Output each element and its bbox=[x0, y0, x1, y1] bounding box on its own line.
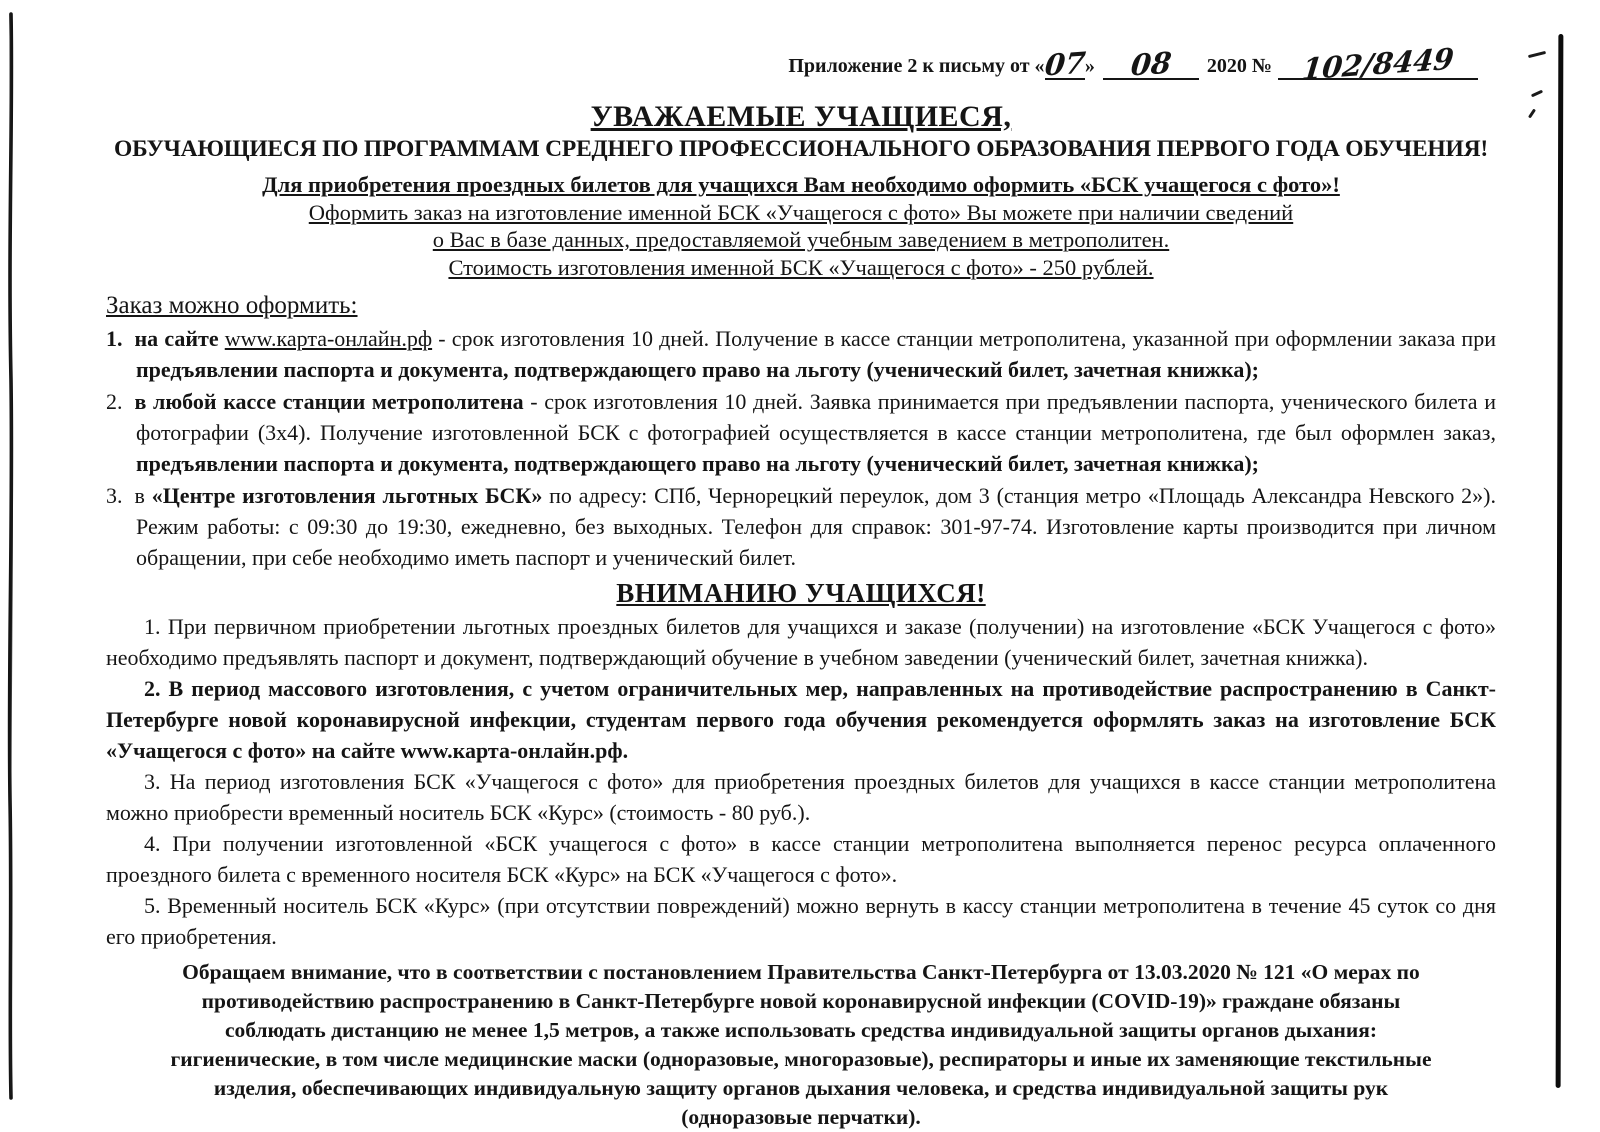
attention-paragraph-4: 4. При получении изготовленной «БСК учащегося с фото» в кассе станции метрополитена выполняется перенос ресурса оплаченного проездного билета с временного носителя БСК «Курс» на БСК «Учащегося с фото». bbox=[106, 831, 1496, 887]
text-run: на сайте bbox=[134, 326, 225, 351]
intro-block bbox=[106, 171, 1496, 281]
intro-line: Стоимость изготовления именной БСК «Учащегося с фото» - 250 рублей. bbox=[448, 254, 1154, 280]
handwritten-month: 08 bbox=[1103, 54, 1199, 80]
handwritten-mark bbox=[1528, 109, 1536, 119]
text-run: по адресу: СПб, Чернорецкий переулок, дом 3 (станция метро «Площадь Александра Невского 2»). Режим работы: с 09:30 до 19:30, ежедневно, без выходных. Телефон для справок: 301-97-74. Изготовление карты производится при личном обращении, при себе необходимо иметь паспорт и ученический билет. bbox=[136, 483, 1496, 570]
list-number: 3. bbox=[106, 483, 123, 508]
list-item-bsk-center bbox=[106, 480, 1496, 573]
appendix-label: Приложение 2 к письму от « bbox=[788, 55, 1045, 77]
handwritten-day: 07 bbox=[1042, 45, 1087, 83]
close-quote: » bbox=[1084, 55, 1095, 77]
appendix-reference-line bbox=[106, 41, 1496, 100]
handwritten-mark bbox=[1528, 51, 1546, 58]
text-run: в bbox=[134, 483, 152, 508]
document-title: УВАЖАЕМЫЕ УЧАЩИЕСЯ, bbox=[590, 100, 1012, 133]
intro-line: Оформить заказ на изготовление именной БСК «Учащегося с фото» Вы можете при наличии сведений bbox=[308, 199, 1294, 225]
website-link: www.карта-онлайн.рф bbox=[224, 326, 433, 351]
covid-notice-paragraph: Обращаем внимание, что в соответствии с постановлением Правительства Санкт-Петербурга от 13.03.2020 № 121 «О мерах по противодействию распространению в Санкт-Петербурге новой коронавирусной инфекции (COVID-19)» граждане обязаны соблюдать дистанцию не менее 1,5 метров, а также использовать средства индивидуальной защиты органов дыхания: гигиенические, в том числе медицинские маски (одноразовые, многоразовые), респираторы и иные их заменяющие текстильные изделия, обеспечивающих индивидуальную защиту органов дыхания человека, и средства индивидуальной защиты рук (одноразовые перчатки). bbox=[170, 960, 1432, 1129]
attention-paragraph-3: 3. На период изготовления БСК «Учащегося с фото» для приобретения проездных билетов для учащихся в кассе станции метрополитена можно приобрести временный носитель БСК «Курс» (стоимость - 80 руб.). bbox=[106, 769, 1496, 825]
text-run: - срок изготовления 10 дней. Заявка принимается при предъявлении паспорта, ученического билета и фотографии (3х4). Получение изготовленной БСК с фотографией осуществляется в кассе станции метрополитена, где был оформлен заказ, bbox=[136, 389, 1496, 445]
document-page bbox=[106, 41, 1496, 1132]
scan-artifact-right-edge bbox=[1556, 34, 1564, 1088]
handwritten-mark bbox=[1531, 90, 1543, 98]
text-run: в любой кассе станции метрополитена bbox=[134, 389, 524, 414]
text-run: - срок изготовления 10 дней. Получение в кассе станции метрополитена, указанной при оформлении заказа при bbox=[432, 326, 1496, 351]
text-run: предъявлении паспорта и документа, подтверждающего право на льготу (ученический билет, зачетная книжка); bbox=[136, 451, 1259, 476]
year-number-label: 2020 № bbox=[1206, 55, 1272, 77]
intro-line: о Вас в базе данных, предоставляемой учебным заведением в метрополитен. bbox=[432, 227, 1170, 252]
text-run: предъявлении паспорта и документа, подтверждающего право на льготу (ученический билет, зачетная книжка); bbox=[136, 357, 1259, 382]
list-number: 2. bbox=[106, 389, 123, 414]
order-options-list bbox=[106, 323, 1496, 573]
intro-line: Для приобретения проездных билетов для учащихся Вам необходимо оформить «БСК учащегося с фото»! bbox=[262, 172, 1340, 197]
order-options-heading: Заказ можно оформить: bbox=[106, 292, 358, 319]
attention-paragraph-2: 2. В период массового изготовления, с учетом ограничительных мер, направленных на противодействие распространению в Санкт-Петербурге новой коронавирусной инфекции, студентам первого года обучения рекомендуется оформлять заказ на изготовление БСК «Учащегося с фото» на сайте www.карта-онлайн.рф. bbox=[106, 676, 1496, 763]
scan-artifact-left-edge bbox=[0, 0, 22, 1131]
list-item-metro-cashdesk bbox=[106, 386, 1496, 479]
list-number: 1. bbox=[106, 326, 123, 351]
attention-block bbox=[106, 611, 1496, 952]
attention-paragraph-5: 5. Временный носитель БСК «Курс» (при отсутствии повреждений) можно вернуть в кассу станции метрополитена в течение 45 суток со дня его приобретения. bbox=[106, 893, 1496, 949]
document-subtitle: ОБУЧАЮЩИЕСЯ ПО ПРОГРАММАМ СРЕДНЕГО ПРОФЕССИОНАЛЬНОГО ОБРАЗОВАНИЯ ПЕРВОГО ГОДА ОБУЧЕНИЯ! bbox=[114, 136, 1488, 162]
text-run: «Центре изготовления льготных БСК» bbox=[151, 483, 543, 508]
list-item-website bbox=[106, 323, 1496, 385]
attention-heading: ВНИМАНИЮ УЧАЩИХСЯ! bbox=[616, 578, 986, 608]
attention-paragraph-1: 1. При первичном приобретении льготных проездных билетов для учащихся и заказе (получении) на изготовление «БСК Учащегося с фото» необходимо предъявлять паспорт и документ, подтверждающий обучение в учебном заведении (ученический билет, зачетная книжка). bbox=[106, 614, 1496, 670]
handwritten-letter-number: 102/8449 bbox=[1278, 54, 1478, 80]
